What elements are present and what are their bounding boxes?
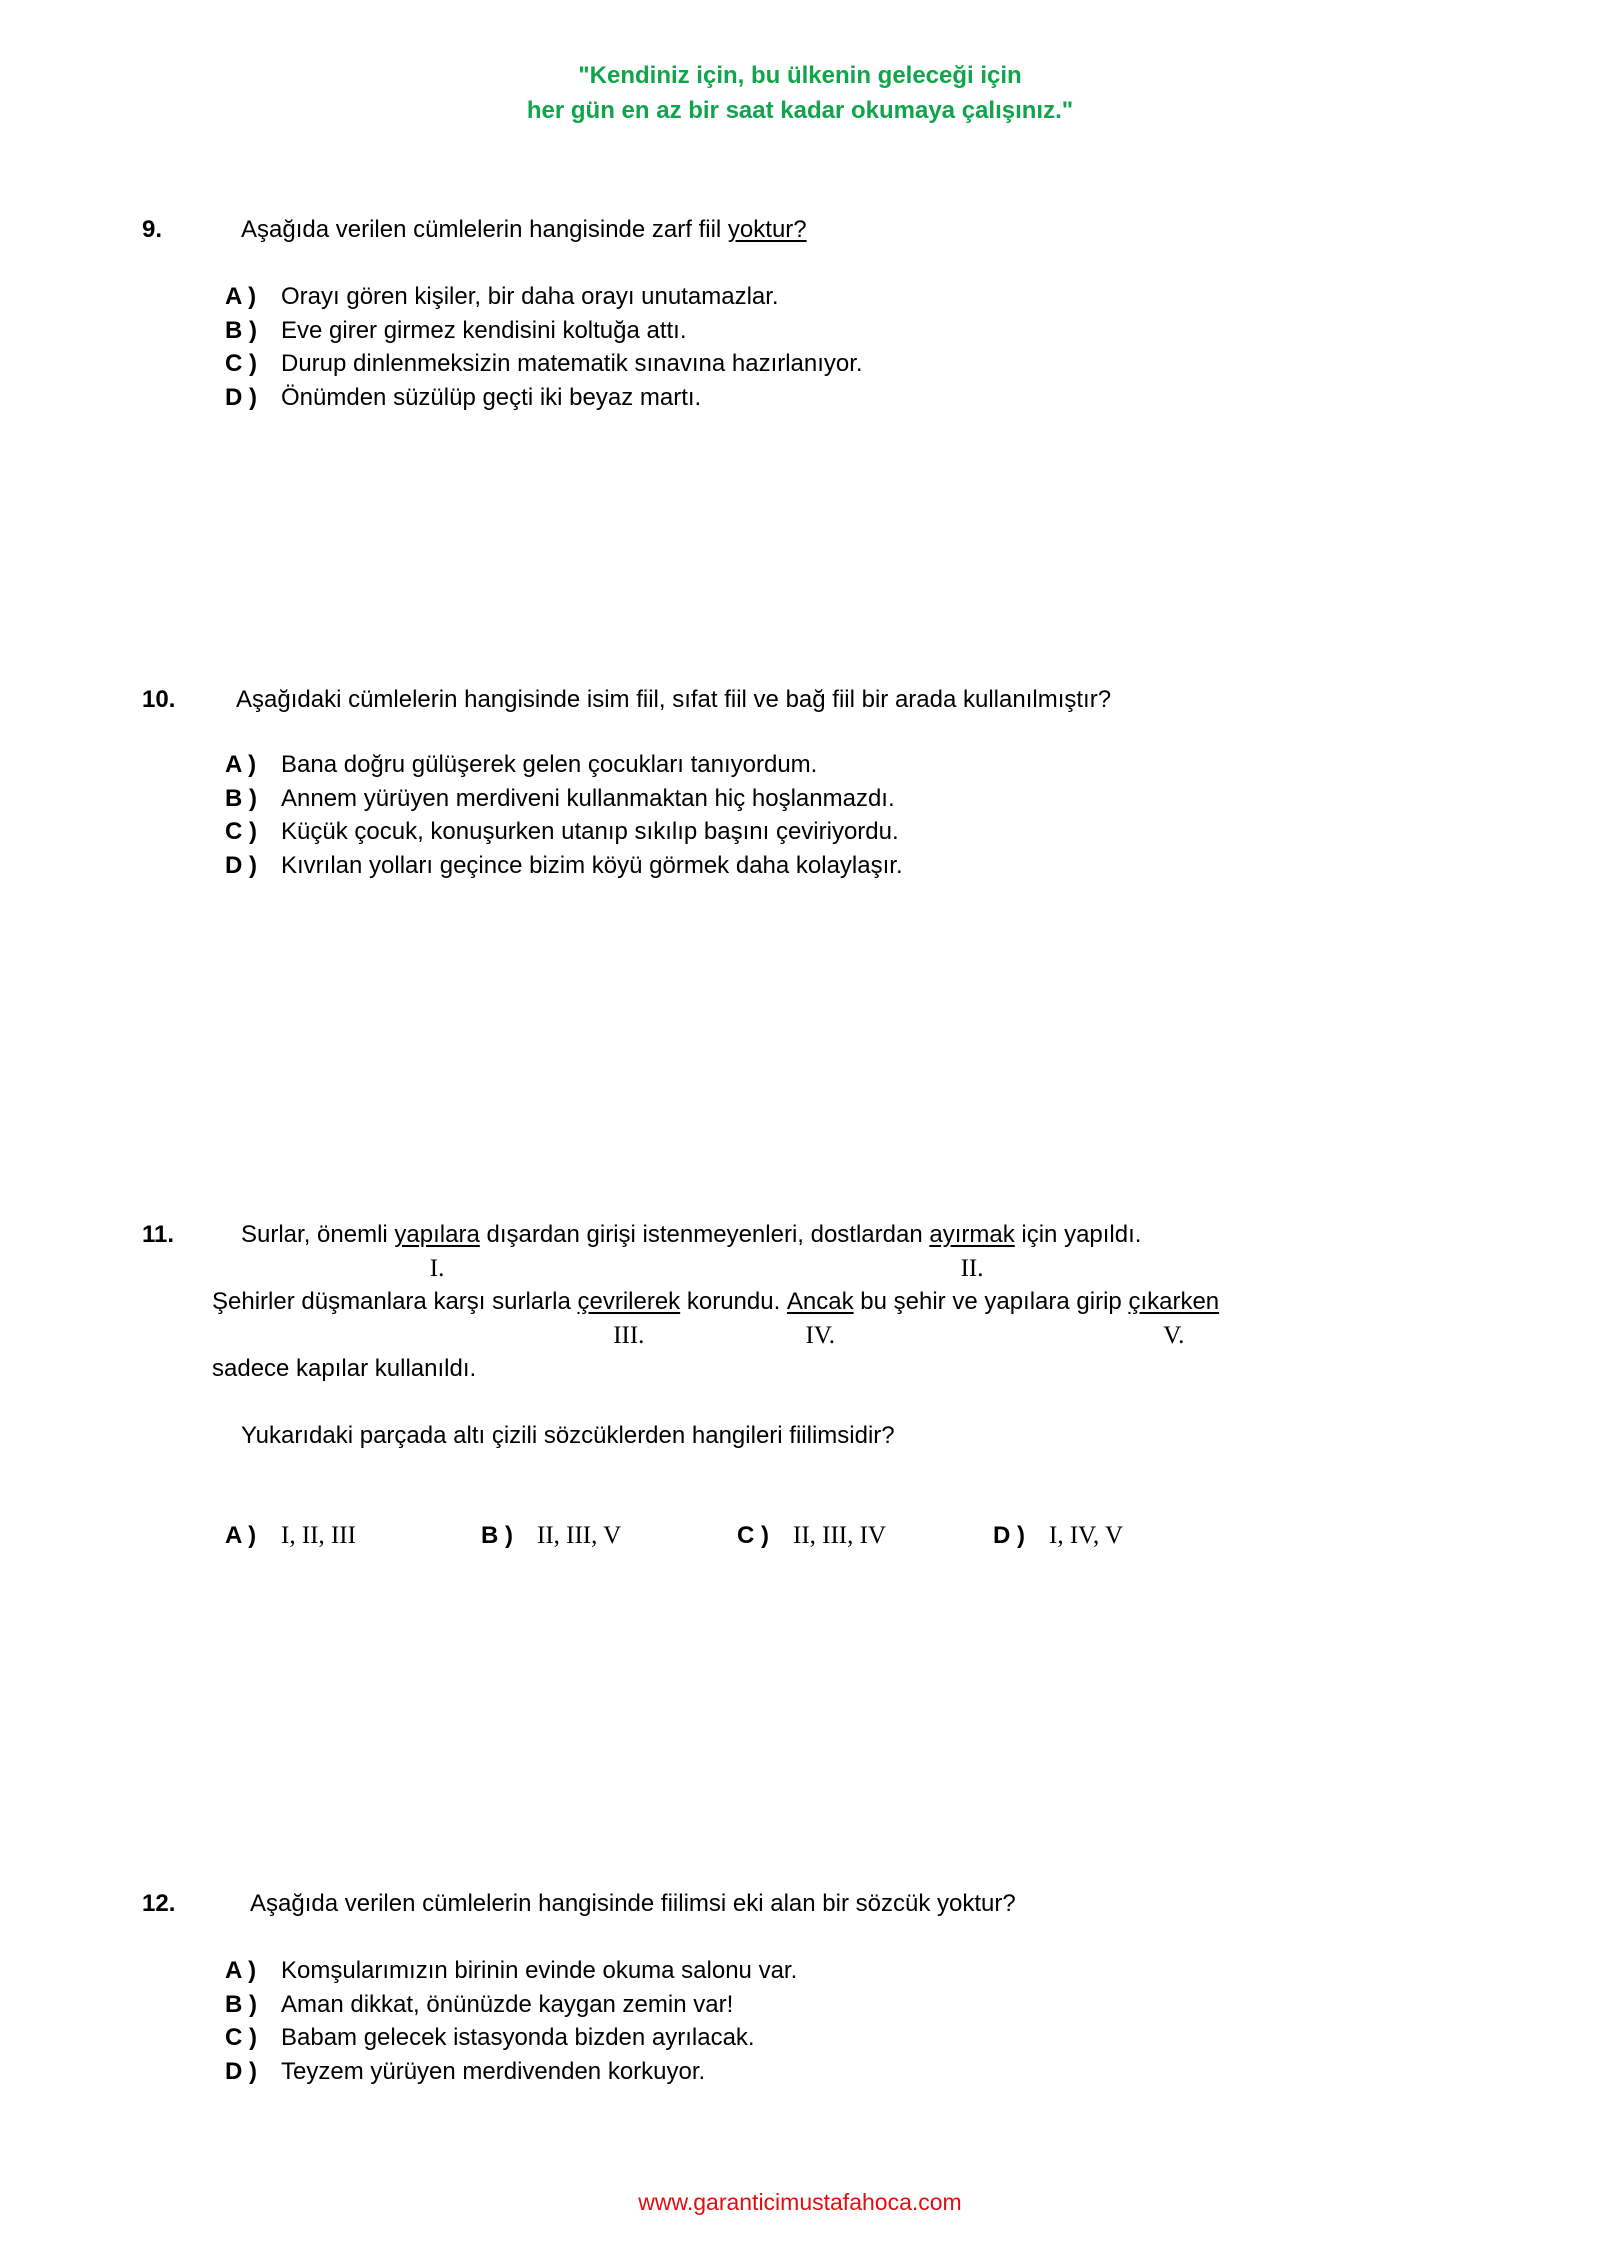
option-a [225, 748, 903, 782]
option-c [737, 1519, 993, 1553]
roman-marker: III. [613, 1321, 645, 1349]
option-c [225, 2021, 797, 2055]
option-d [225, 849, 903, 883]
underlined-word-text: Ancak [786, 1288, 854, 1315]
passage-line-1 [241, 1218, 1142, 1282]
option-b [481, 1519, 737, 1553]
option-letter: B ) [225, 316, 257, 344]
underlined-word-text: ayırmak [929, 1221, 1015, 1248]
passage-text: için yapıldı. [1014, 1221, 1142, 1248]
answer-options [225, 748, 903, 882]
question-number: 9. [142, 216, 163, 243]
option-a [225, 1519, 481, 1553]
underlined-word-text: çıkarken [1128, 1288, 1220, 1315]
question-stem [241, 213, 807, 247]
question-number: 11. [142, 1221, 175, 1248]
option-text: Annem yürüyen merdiveni kullanmaktan hiç hoşlanmazdı. [281, 784, 895, 812]
stem-underlined-text: yoktur? [727, 216, 807, 243]
roman-marker: V. [1163, 1321, 1185, 1349]
option-text: Kıvrılan yolları geçince bizim köyü görmek daha kolaylaşır. [281, 851, 903, 879]
question-stem: Aşağıdaki cümlelerin hangisinde isim fiil, sıfat fiil ve bağ fiil bir arada kullanılmıştır? [236, 686, 1112, 713]
option-text: Küçük çocuk, konuşurken utanıp sıkılıp başını çeviriyordu. [281, 818, 899, 845]
question-number: 10. [142, 686, 176, 713]
passage-text: dışardan girişi istenmeyenleri, dostlardan [479, 1221, 930, 1248]
passage-line-3: sadece kapılar kullanıldı. [212, 1355, 477, 1382]
option-text: Orayı gören kişiler, bir daha orayı unutamazlar. [281, 283, 779, 310]
passage-text: korundu. [680, 1288, 787, 1315]
passage-text: bu şehir ve yapılara girip [853, 1288, 1129, 1315]
option-letter: A ) [225, 283, 257, 310]
motto-line-1: "Kendiniz için, bu ülkenin geleceği için [578, 62, 1022, 89]
option-text: II, III, IV [793, 1522, 887, 1549]
option-letter: C ) [737, 1522, 769, 1549]
roman-marker: II. [960, 1254, 984, 1282]
option-letter: C ) [225, 350, 257, 377]
passage-text: Surlar, önemli [241, 1221, 395, 1248]
motto-line-2: her gün en az bir saat kadar okumaya çalışınız." [526, 97, 1074, 124]
answer-options [225, 1519, 1249, 1553]
option-text: Durup dinlenmeksizin matematik sınavına hazırlanıyor. [281, 350, 863, 377]
option-text: Komşularımızın birinin evinde okuma salonu var. [281, 1957, 798, 1984]
underlined-word-text: çevrilerek [577, 1288, 681, 1315]
question-prompt: Yukarıdaki parçada altı çizili sözcüklerden hangileri fiilimsidir? [241, 1422, 895, 1449]
option-text: Bana doğru gülüşerek gelen çocukları tanıyordum. [281, 751, 818, 778]
underlined-word-4 [786, 1285, 854, 1349]
option-d [993, 1519, 1249, 1553]
passage-line-2 [212, 1285, 1220, 1349]
option-letter: D ) [225, 2057, 257, 2085]
footer-website-url: www.garanticimustafahoca.com [638, 2189, 962, 2215]
option-letter: A ) [225, 751, 257, 778]
underlined-word-3 [577, 1285, 681, 1349]
option-letter: C ) [225, 818, 257, 845]
passage-text: Şehirler düşmanlara karşı surlarla [212, 1288, 578, 1315]
option-letter: D ) [993, 1522, 1025, 1549]
option-c [225, 815, 903, 849]
question-number: 12. [142, 1890, 176, 1917]
option-text: Önümden süzülüp geçti iki beyaz martı. [281, 383, 702, 411]
option-c [225, 347, 863, 381]
answer-options [225, 1954, 797, 2088]
option-letter: A ) [225, 1957, 257, 1984]
option-text: Aman dikkat, önünüzde kaygan zemin var! [281, 1990, 734, 2018]
option-text: I, IV, V [1049, 1522, 1124, 1549]
option-text: II, III, V [537, 1522, 622, 1549]
question-stem: Aşağıda verilen cümlelerin hangisinde fiilimsi eki alan bir sözcük yoktur? [250, 1890, 1016, 1917]
option-a [225, 280, 863, 314]
motto-header [0, 58, 1600, 128]
option-b [225, 1988, 797, 2022]
underlined-word-2 [929, 1218, 1015, 1282]
option-letter: D ) [225, 383, 257, 411]
underlined-word-1 [394, 1218, 480, 1282]
option-a [225, 1954, 797, 1988]
underlined-word-5 [1128, 1285, 1220, 1349]
option-letter: A ) [225, 1522, 257, 1549]
roman-marker: I. [429, 1254, 445, 1282]
option-text: Teyzem yürüyen merdivenden korkuyor. [281, 2057, 706, 2085]
stem-text: Aşağıda verilen cümlelerin hangisinde zarf fiil [241, 216, 728, 243]
underlined-word-text: yapılara [394, 1221, 480, 1248]
option-text: Eve girer girmez kendisini koltuğa attı. [281, 316, 687, 344]
option-letter: D ) [225, 851, 257, 879]
option-letter: B ) [481, 1522, 513, 1549]
option-letter: B ) [225, 1990, 257, 2018]
option-letter: C ) [225, 2024, 257, 2051]
option-d [225, 381, 863, 415]
option-b [225, 782, 903, 816]
option-text: Babam gelecek istasyonda bizden ayrılacak. [281, 2024, 755, 2051]
option-text: I, II, III [281, 1522, 356, 1549]
option-b [225, 314, 863, 348]
option-letter: B ) [225, 784, 257, 812]
option-d [225, 2055, 797, 2089]
answer-options [225, 280, 863, 414]
roman-marker: IV. [805, 1321, 835, 1349]
